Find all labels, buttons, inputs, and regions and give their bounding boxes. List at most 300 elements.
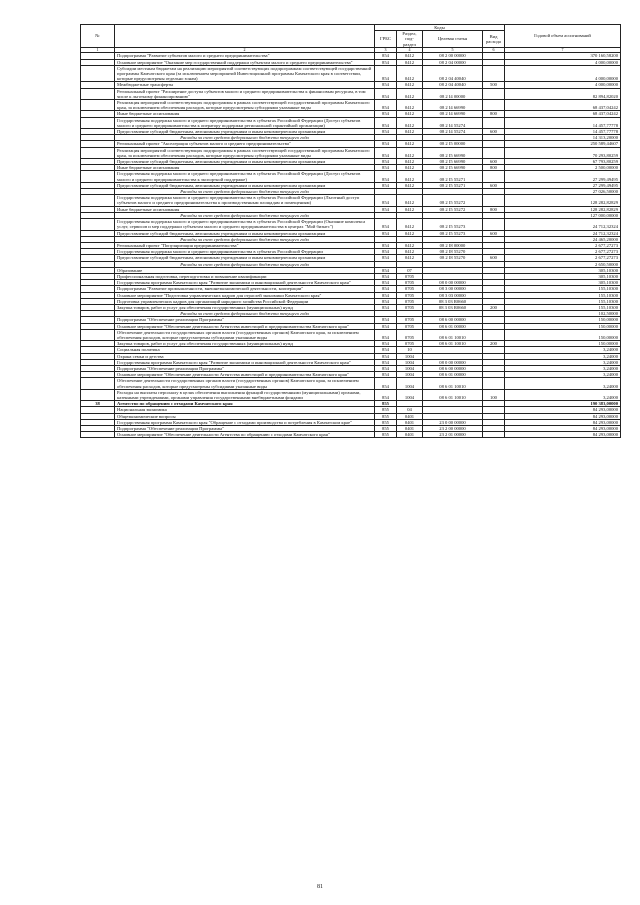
row-exptype: 600 (483, 230, 505, 236)
row-section: 0705 (397, 280, 423, 286)
row-target: 08 6 00 00000 (423, 317, 483, 323)
row-section: 0412 (397, 53, 423, 59)
row-name: Подпрограмма "Обеспечение реализации Программы" (115, 426, 375, 432)
row-target: 23 0 00 00000 (423, 419, 483, 425)
row-amount: 27 299,49495 (505, 182, 621, 188)
row-section: 0412 (397, 182, 423, 188)
row-name: Предоставление субсидий бюджетным, автономным учреждениям и иным некоммерческим организациям (115, 230, 375, 236)
row-exptype (483, 195, 505, 206)
row-number: 38 (81, 401, 115, 407)
row-name: Государственная поддержка малого и среднего предпринимательства в субъектах Российской Федерации (115, 249, 375, 255)
header-amount: Годовой объем ассигнований (505, 25, 621, 48)
row-target: 08 6 01 00000 (423, 323, 483, 329)
row-target: 08 3 03 R0660 (423, 304, 483, 310)
row-section: 0412 (397, 195, 423, 206)
row-target: 08 2 I5 55273 (423, 230, 483, 236)
row-amount: 24 712,32324 (505, 230, 621, 236)
row-grbs: 854 (375, 230, 397, 236)
row-section: 0412 (397, 219, 423, 230)
row-section: 0412 (397, 82, 423, 88)
row-name: Закупка товаров, работ и услуг для обеспечения государственных (муниципальных) нужд (115, 304, 375, 310)
row-amount: 68 437,04242 (505, 111, 621, 117)
colnum: 5 (423, 47, 483, 53)
row-grbs: 854 (375, 292, 397, 298)
row-grbs: 854 (375, 206, 397, 212)
row-grbs: 854 (375, 111, 397, 117)
header-exptype: Вид расхода (483, 31, 505, 48)
row-grbs: 854 (375, 317, 397, 323)
row-amount: 2 677,27273 (505, 242, 621, 248)
row-grbs: 854 (375, 329, 397, 340)
row-name: Основное мероприятие "Обеспечение деятельности Агентства инвестиций и предпринимательства Камчатского края" (115, 323, 375, 329)
row-name: Образование (115, 267, 375, 273)
row-number (81, 195, 115, 206)
row-amount: 102,50000 (505, 311, 621, 317)
row-target: 08 3 03 R0660 (423, 298, 483, 304)
row-name: Предоставление субсидий бюджетным, автономным учреждениям и иным некоммерческим организациям (115, 182, 375, 188)
row-grbs: 854 (375, 341, 397, 347)
row-section: 0705 (397, 286, 423, 292)
colnum: 2 (115, 47, 375, 53)
row-section: 0401 (397, 432, 423, 438)
row-grbs: 854 (375, 141, 397, 147)
row-section: 0412 (397, 141, 423, 147)
row-name: Подпрограмма "Обеспечение реализации Программы" (115, 317, 375, 323)
row-grbs: 854 (375, 304, 397, 310)
row-name: Профессиональная подготовка, переподготовка и повышение квалификации (115, 273, 375, 279)
row-section: 0412 (397, 206, 423, 212)
row-target: 08 2 I8 55270 (423, 249, 483, 255)
row-exptype (483, 219, 505, 230)
budget-table-sheet (80, 24, 620, 438)
row-section: 0705 (397, 304, 423, 310)
table-row (81, 88, 621, 99)
row-number (81, 171, 115, 182)
row-amount: 155,10300 (505, 298, 621, 304)
table-row (81, 432, 621, 438)
row-number (81, 100, 115, 111)
row-number (81, 147, 115, 158)
row-target: 08 2 I5 55273 (423, 219, 483, 230)
row-number (81, 378, 115, 389)
row-grbs: 854 (375, 65, 397, 82)
colnum: 1 (81, 47, 115, 53)
row-target: 08 2 I5 66990 (423, 147, 483, 158)
row-exptype (483, 88, 505, 99)
row-grbs: 854 (375, 53, 397, 59)
row-target: 08 2 I4 66990 (423, 111, 483, 117)
row-amount: 27 299,49495 (505, 171, 621, 182)
row-amount: 4 000,00000 (505, 65, 621, 82)
row-section: 0412 (397, 230, 423, 236)
row-target: 08 2 I5 66990 (423, 159, 483, 165)
row-name: Расходы за счет средств федерального бюджета текущего года (115, 311, 375, 317)
row-grbs: 854 (375, 219, 397, 230)
row-amount: 3,24000 (505, 365, 621, 371)
row-grbs: 854 (375, 347, 397, 353)
row-target: 08 6 01 10010 (423, 378, 483, 389)
row-amount: 155,10300 (505, 292, 621, 298)
row-exptype (483, 432, 505, 438)
row-amount: 370 160,58200 (505, 53, 621, 59)
row-grbs: 854 (375, 273, 397, 279)
row-name: Предоставление субсидий бюджетным, автономным учреждениям и иным некоммерческим организациям (115, 255, 375, 261)
table-row (81, 65, 621, 82)
row-target: 08 2 I8 00000 (423, 242, 483, 248)
row-section: 1004 (397, 378, 423, 389)
row-amount: 84 293,00000 (505, 419, 621, 425)
row-name: Расходы за счет средств федерального бюджета текущего года (115, 261, 375, 267)
row-name: Государственная программа Камчатского края "Развитие экономики и инновационной деятельности Камчатского края" (115, 359, 375, 365)
row-grbs: 854 (375, 59, 397, 65)
row-grbs: 855 (375, 432, 397, 438)
header-target: Целевая статья (423, 31, 483, 48)
row-grbs: 854 (375, 365, 397, 371)
row-amount: 3,24000 (505, 359, 621, 365)
row-number (81, 329, 115, 340)
row-name: Предоставление субсидий бюджетным, автономным учреждениям и иным некоммерческим организациям (115, 159, 375, 165)
row-name: Государственная программа Камчатского края "Обращение с отходами производства и потребления в Камчатском крае" (115, 419, 375, 425)
row-grbs: 854 (375, 242, 397, 248)
row-grbs: 854 (375, 159, 397, 165)
row-grbs: 855 (375, 407, 397, 413)
row-section: 0705 (397, 298, 423, 304)
row-number (81, 389, 115, 400)
row-exptype (483, 329, 505, 340)
row-amount: 84 293,00000 (505, 426, 621, 432)
table-row (81, 171, 621, 182)
row-exptype: 500 (483, 82, 505, 88)
row-grbs: 854 (375, 323, 397, 329)
row-amount: 128 282,82829 (505, 195, 621, 206)
header-section: Раздел, под-раздел (397, 31, 423, 48)
row-amount: 3,24000 (505, 372, 621, 378)
row-name: Обеспечение деятельности государственных органов власти (государственных органов) Камчатского края, за исключением обеспечения расходов, которые предусмотрены субсидиями указанные виды (115, 329, 375, 340)
row-name: Региональный проект "Популяризация предпринимательства" (115, 242, 375, 248)
row-target: 08 2 I4 00000 (423, 88, 483, 99)
row-section: 0412 (397, 59, 423, 65)
row-amount: 150,00000 (505, 329, 621, 340)
table-row (81, 117, 621, 128)
row-target: 08 6 01 10010 (423, 329, 483, 340)
budget-table (80, 24, 621, 438)
row-amount: 24 465,20000 (505, 236, 621, 242)
row-amount: 150,00000 (505, 317, 621, 323)
row-exptype: 600 (483, 255, 505, 261)
row-exptype: 800 (483, 206, 505, 212)
row-name: Основное мероприятие "Подготовка управленческих кадров для отраслей экономики Камчатского края" (115, 292, 375, 298)
row-amount: 155,10300 (505, 286, 621, 292)
row-grbs: 855 (375, 426, 397, 432)
table-row (81, 195, 621, 206)
row-amount: 250 589,44607 (505, 141, 621, 147)
row-name: Реализация мероприятий соответствующих подпрограммы в рамках соответствующей государственной программы Камчатского края, за исключением обеспечения расходов, которые предусмотрены субсидиями указанные виды (115, 100, 375, 111)
row-exptype: 600 (483, 129, 505, 135)
row-grbs: 854 (375, 88, 397, 99)
row-amount: 68 437,04242 (505, 100, 621, 111)
row-grbs: 854 (375, 100, 397, 111)
row-target: 08 2 I4 55274 (423, 117, 483, 128)
row-amount: 82 894,82020 (505, 88, 621, 99)
row-section: 0401 (397, 413, 423, 419)
row-number (81, 65, 115, 82)
header-grbs: ГРБС (375, 31, 397, 48)
row-exptype: 600 (483, 159, 505, 165)
row-section: 1004 (397, 389, 423, 400)
row-name: Субсидии местным бюджетам на реализацию мероприятий соответствующих подпрограммам соответствующей государственной программы Камчатского края (за исключением мероприятий Инвестиционной программы Камчатского края в соответствии, которые предусмотрены отдельно зонам) (115, 65, 375, 82)
row-section: 0412 (397, 111, 423, 117)
row-amount: 4 000,00000 (505, 59, 621, 65)
row-target: 08 2 I5 55272 (423, 195, 483, 206)
row-amount: 84 293,00000 (505, 407, 621, 413)
row-section: 0412 (397, 65, 423, 82)
row-name: Иные бюджетные ассигнования (115, 206, 375, 212)
row-exptype: 600 (483, 182, 505, 188)
row-section: 0401 (397, 426, 423, 432)
header-num: № (81, 25, 115, 48)
table-row (81, 329, 621, 340)
row-name: Региональный проект "Расширение доступа субъектов малого и среднего предпринимательства к финансовым ресурсам, в том числе к льготному финансированию" (115, 88, 375, 99)
row-section: 0705 (397, 341, 423, 347)
row-amount: 3,24000 (505, 378, 621, 389)
row-name: Иные бюджетные ассигнования (115, 165, 375, 171)
row-amount: 70 293,80259 (505, 147, 621, 158)
row-grbs: 854 (375, 372, 397, 378)
row-grbs: 854 (375, 280, 397, 286)
row-target: 08 3 00 00000 (423, 286, 483, 292)
table-body (81, 53, 621, 438)
row-name: Национальная экономика (115, 407, 375, 413)
row-grbs: 854 (375, 389, 397, 400)
row-target: 08 3 03 00000 (423, 292, 483, 298)
row-section: 04 (397, 407, 423, 413)
row-target: 08 6 00 00000 (423, 365, 483, 371)
row-exptype (483, 65, 505, 82)
row-grbs: 854 (375, 249, 397, 255)
row-target: 08 2 I5 66990 (423, 165, 483, 171)
row-section: 10 (397, 347, 423, 353)
colnum: 3 (375, 47, 397, 53)
row-section: 0705 (397, 317, 423, 323)
row-section: 0412 (397, 100, 423, 111)
row-amount: 155,10300 (505, 304, 621, 310)
row-grbs: 854 (375, 286, 397, 292)
row-section: 1004 (397, 353, 423, 359)
row-section: 0412 (397, 171, 423, 182)
row-amount: 4 000,00000 (505, 82, 621, 88)
row-target: 08 6 01 00000 (423, 372, 483, 378)
row-amount: 67 793,80259 (505, 159, 621, 165)
row-grbs: 854 (375, 129, 397, 135)
row-amount: 3,24000 (505, 353, 621, 359)
header-codes: Коды (375, 25, 505, 31)
row-target: 08 0 00 00000 (423, 280, 483, 286)
row-name: Региональный проект "Акселерация субъектов малого и среднего предпринимательства" (115, 141, 375, 147)
row-amount: 14 313,20000 (505, 135, 621, 141)
row-exptype: 800 (483, 111, 505, 117)
row-target: 08 2 I5 55272 (423, 206, 483, 212)
row-name: Основное мероприятие "Обеспечение деятельности Агентства по обращению с отходами Камчатского края" (115, 432, 375, 438)
row-amount: 84 293,00000 (505, 413, 621, 419)
row-name: Реализация мероприятий соответствующих подпрограммы в рамках соответствующей государственной программы Камчатского края, за исключением обеспечения расходов, которые предусмотрены субсидиями указанные виды (115, 147, 375, 158)
row-number (81, 432, 115, 438)
row-name: Агентство по обращению с отходами Камчатского края (115, 401, 375, 407)
row-name: Подготовка управленческих кадров для организаций народного хозяйства Российской Федерации (115, 298, 375, 304)
row-amount: 305,10300 (505, 267, 621, 273)
row-name: Государственная поддержка малого и среднего предпринимательства в субъектах Российской Федерации (Доступ субъектов малого и среднего предпринимательства к оператору поддержки региональной гарантийной организации) (115, 117, 375, 128)
row-section: 0705 (397, 329, 423, 340)
row-grbs: 854 (375, 378, 397, 389)
row-exptype: 800 (483, 165, 505, 171)
row-amount: 2 677,27273 (505, 255, 621, 261)
row-grbs: 855 (375, 419, 397, 425)
row-target: 08 2 I8 55270 (423, 255, 483, 261)
row-section: 0412 (397, 159, 423, 165)
row-grbs: 854 (375, 117, 397, 128)
row-exptype (483, 100, 505, 111)
row-name: Подпрограмма "Развитие промышленности, внешнеэкономической деятельности, кооперации" (115, 286, 375, 292)
row-amount: 190 383,00000 (505, 401, 621, 407)
row-amount: 128 282,82829 (505, 206, 621, 212)
row-name: Общеэкономические вопросы (115, 413, 375, 419)
row-exptype (483, 117, 505, 128)
row-name: Расходы за счет средств федерального бюджета текущего года (115, 212, 375, 218)
row-name: Подпрограмма "Обеспечение реализации Программы" (115, 365, 375, 371)
row-section: 0705 (397, 323, 423, 329)
row-target: 08 2 04 00000 (423, 59, 483, 65)
row-target: 08 2 I5 55271 (423, 171, 483, 182)
row-target: 23 2 00 00000 (423, 426, 483, 432)
table-row (81, 147, 621, 158)
row-target: 08 2 I5 55271 (423, 182, 483, 188)
row-target: 23 2 01 00000 (423, 432, 483, 438)
row-amount: 27 026,50000 (505, 189, 621, 195)
row-section: 0412 (397, 129, 423, 135)
row-number (81, 88, 115, 99)
row-grbs: 854 (375, 171, 397, 182)
row-name: Подпрограмма "Развитие субъектов малого и среднего предпринимательства" (115, 53, 375, 59)
row-amount: 14 457,77778 (505, 129, 621, 135)
row-section: 1004 (397, 365, 423, 371)
row-exptype: 200 (483, 304, 505, 310)
row-amount: 305,10300 (505, 280, 621, 286)
row-name: Расходы на выплаты персоналу в целях обеспечения выполнения функций государственными (муниципальными) органами, казенными учреждениями, органами управления государственными внебюджетными фондами (115, 389, 375, 400)
header-row-1 (81, 25, 621, 31)
row-exptype: 100 (483, 389, 505, 400)
table-row (81, 389, 621, 400)
row-name: Закупка товаров, работ и услуг для обеспечения государственных (муниципальных) нужд (115, 341, 375, 347)
row-exptype (483, 147, 505, 158)
row-amount: 2 650,50000 (505, 261, 621, 267)
header-name (115, 25, 375, 48)
row-amount: 24 712,32324 (505, 219, 621, 230)
row-section: 1004 (397, 372, 423, 378)
row-name: Социальная политика (115, 347, 375, 353)
row-section: 0412 (397, 249, 423, 255)
row-grbs: 854 (375, 195, 397, 206)
row-target: 08 2 04 40040 (423, 82, 483, 88)
row-name: Иные бюджетные ассигнования (115, 111, 375, 117)
row-exptype: 200 (483, 341, 505, 347)
row-section: 0705 (397, 292, 423, 298)
row-name: Государственная поддержка малого и среднего предпринимательства в субъектах Российской Федерации (Доступ субъектов малого и среднего предпринимательства к экспортной поддержке) (115, 171, 375, 182)
row-target: 08 2 I4 55274 (423, 129, 483, 135)
row-amount: 2 500,00000 (505, 165, 621, 171)
row-amount: 127 000,00000 (505, 212, 621, 218)
row-section: 0412 (397, 117, 423, 128)
table-row (81, 100, 621, 111)
row-exptype (483, 378, 505, 389)
row-grbs: 854 (375, 267, 397, 273)
row-name: Государственная поддержка малого и среднего предпринимательства в субъектах Российской Федерации (Оказание комплекса услуг, сервисов и мер поддержки субъектам малого и среднего предпринимательства в центрах "Мой бизнес") (115, 219, 375, 230)
row-section: 07 (397, 267, 423, 273)
row-target: 08 6 01 10010 (423, 341, 483, 347)
row-section: 0412 (397, 242, 423, 248)
row-name: Основное мероприятие "Оказание мер государственной поддержки субъектам малого и среднего предпринимательства" (115, 59, 375, 65)
row-target: 08 2 I5 00000 (423, 141, 483, 147)
row-number (81, 219, 115, 230)
row-grbs: 854 (375, 165, 397, 171)
row-name: Расходы за счет средств федерального бюджета текущего года (115, 135, 375, 141)
row-grbs: 854 (375, 255, 397, 261)
row-section: 1004 (397, 359, 423, 365)
colnum: 7 (505, 47, 621, 53)
table-row (81, 378, 621, 389)
row-target: 08 0 00 00000 (423, 359, 483, 365)
row-target: 08 2 00 00000 (423, 53, 483, 59)
row-grbs: 854 (375, 298, 397, 304)
row-grbs: 854 (375, 353, 397, 359)
row-name: Государственная поддержка малого и среднего предпринимательства в субъектах Российской Федерации (Льготный доступ субъектов малого и среднего предпринимательства к производственным площадям и помещениям) (115, 195, 375, 206)
row-grbs: 854 (375, 147, 397, 158)
row-target: 08 6 01 10010 (423, 389, 483, 400)
row-grbs: 855 (375, 401, 397, 407)
row-section: 0412 (397, 88, 423, 99)
row-name: Обеспечение деятельности государственных органов власти (государственных органов) Камчатского края, за исключением обеспечения расходов, которые предусмотрены субсидиями указанные виды (115, 378, 375, 389)
row-target: 08 2 04 40040 (423, 65, 483, 82)
row-name: Государственная программа Камчатского края "Развитие экономики и инновационной деятельности Камчатского края" (115, 280, 375, 286)
row-grbs: 854 (375, 359, 397, 365)
row-amount: 150,00000 (505, 323, 621, 329)
row-name: Основное мероприятие "Обеспечение деятельности Агентства инвестиций и предпринимательства Камчатского края" (115, 372, 375, 378)
row-amount: 84 293,00000 (505, 432, 621, 438)
row-name: Расходы за счет средств федерального бюджета текущего года (115, 236, 375, 242)
row-section: 0705 (397, 273, 423, 279)
row-amount: 3,24000 (505, 389, 621, 400)
row-name: Расходы за счет средств федерального бюджета текущего года (115, 189, 375, 195)
row-section: 0412 (397, 255, 423, 261)
colnum: 4 (397, 47, 423, 53)
row-number (81, 117, 115, 128)
row-grbs: 854 (375, 82, 397, 88)
colnum: 6 (483, 47, 505, 53)
row-amount: 2 677,27273 (505, 249, 621, 255)
row-section: 0401 (397, 419, 423, 425)
row-grbs: 854 (375, 182, 397, 188)
row-name: Охрана семьи и детства (115, 353, 375, 359)
row-section: 0412 (397, 165, 423, 171)
row-amount: 305,10300 (505, 273, 621, 279)
row-amount: 3,24000 (505, 347, 621, 353)
row-amount: 150,00000 (505, 341, 621, 347)
row-name: Межбюджетные трансферты (115, 82, 375, 88)
row-amount: 14 457,77778 (505, 117, 621, 128)
table-row (81, 219, 621, 230)
row-exptype (483, 171, 505, 182)
row-grbs: 855 (375, 413, 397, 419)
row-name: Предоставление субсидий бюджетным, автономным учреждениям и иным некоммерческим организациям (115, 129, 375, 135)
row-section: 0412 (397, 147, 423, 158)
